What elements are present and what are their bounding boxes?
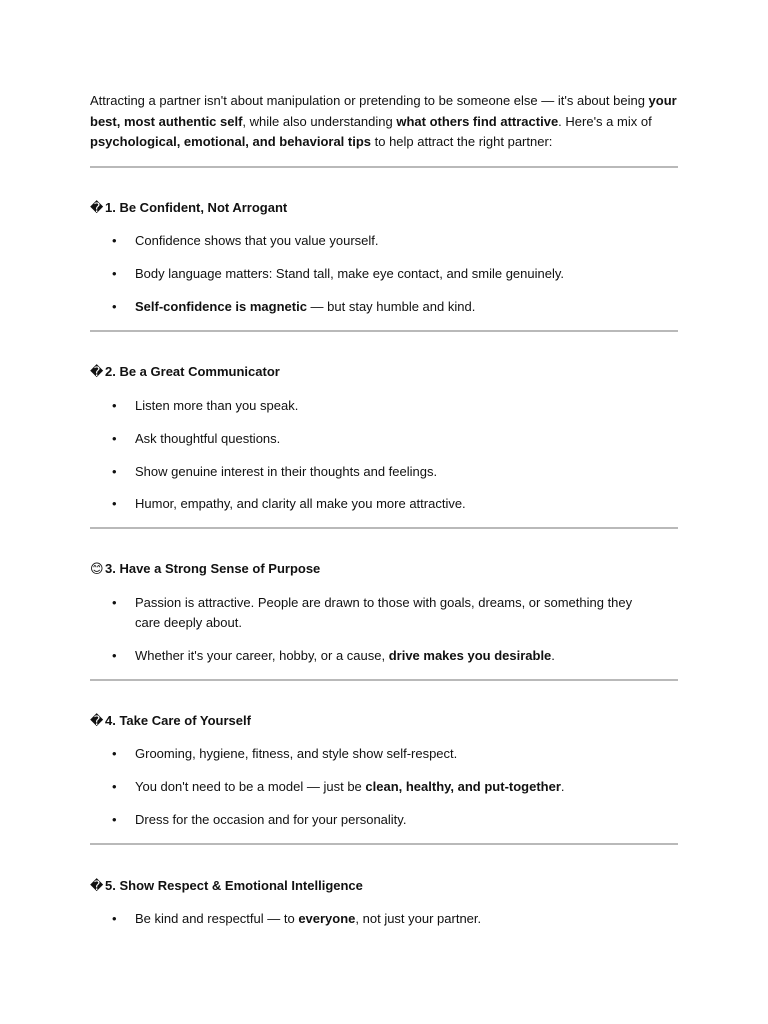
list-item-text: Grooming, hygiene, fitness, and style show self-respect.: [135, 746, 458, 761]
section-3-title: 3. Have a Strong Sense of Purpose: [105, 561, 321, 576]
section-heading-4: [90, 713, 251, 729]
section-2-emoji-icon: �: [90, 364, 104, 379]
bullet-icon: •: [112, 648, 117, 663]
list-item: [112, 297, 652, 317]
section-divider: [90, 679, 678, 681]
list-item: [112, 744, 652, 764]
list-item: [112, 777, 652, 797]
list-item: [112, 231, 652, 251]
list-item-text: Listen more than you speak.: [135, 398, 299, 413]
list-item-text: .: [551, 648, 555, 663]
bullet-icon: •: [112, 233, 117, 248]
section-4-emoji-icon: �: [90, 713, 104, 728]
bullet-icon: •: [112, 595, 117, 610]
list-item-text: Passion is attractive. People are drawn to those with goals, dreams, or something they care deeply about.: [135, 595, 633, 630]
intro-text-1: Attracting a partner isn't about manipulation or pretending to be someone else — it's about being: [90, 93, 649, 108]
list-item-text: , not just your partner.: [355, 911, 482, 926]
list-item: [112, 646, 652, 666]
bullet-icon: •: [112, 496, 117, 511]
intro-text-2: , while also understanding: [242, 113, 397, 129]
list-item-text: You don't need to be a model — just be: [135, 779, 366, 794]
section-heading-5: [90, 878, 363, 894]
bullet-icon: •: [112, 779, 117, 794]
section-heading-1: [90, 200, 287, 216]
list-item: [112, 810, 652, 830]
section-5-title: 5. Show Respect & Emotional Intelligence: [105, 878, 363, 893]
bullet-icon: •: [112, 266, 117, 281]
section-heading-2: [90, 364, 280, 380]
section-divider: [90, 843, 678, 845]
list-item-bold: Self-confidence is magnetic: [135, 299, 307, 314]
intro-text-3: . Here's a mix of: [558, 113, 652, 129]
intro-bold-2: what others find attractive: [396, 113, 559, 129]
bullet-icon: •: [112, 299, 117, 314]
bullet-icon: •: [112, 911, 117, 926]
list-item-bold: everyone: [298, 911, 356, 926]
section-1-title: 1. Be Confident, Not Arrogant: [105, 200, 288, 215]
list-item-text: Body language matters: Stand tall, make eye contact, and smile genuinely.: [135, 266, 565, 281]
list-item-text: Be kind and respectful — to: [135, 911, 299, 926]
section-divider: [90, 330, 678, 332]
list-item-text: Dress for the occasion and for your personality.: [135, 812, 407, 827]
section-divider: [90, 166, 678, 168]
section-4-title: 4. Take Care of Yourself: [105, 713, 251, 728]
list-item-text: Whether it's your career, hobby, or a cause,: [135, 648, 389, 663]
section-divider: [90, 527, 678, 529]
bullet-icon: •: [112, 746, 117, 761]
intro-bold-3: psychological, emotional, and behavioral tips: [90, 134, 372, 149]
intro-paragraph: [90, 91, 678, 153]
intro-text-4: to help attract the right partner:: [371, 134, 553, 149]
list-item-text: — but stay humble and kind.: [306, 299, 476, 314]
list-item: [112, 909, 652, 929]
list-item: [112, 396, 652, 416]
list-item-bold: clean, healthy, and put-together: [365, 779, 561, 794]
list-item: [112, 429, 652, 449]
section-2-title: 2. Be a Great Communicator: [105, 364, 280, 379]
intro-bold-1: your best, most authentic self: [90, 93, 677, 129]
list-item-bold: drive makes you desirable: [388, 648, 552, 663]
bullet-icon: •: [112, 431, 117, 446]
list-item: [112, 494, 652, 514]
bullet-icon: •: [112, 398, 117, 413]
bullet-icon: •: [112, 812, 117, 827]
list-item-text: Ask thoughtful questions.: [135, 431, 281, 446]
list-item-text: Humor, empathy, and clarity all make you more attractive.: [135, 496, 466, 511]
section-heading-3: [90, 561, 320, 577]
bullet-icon: •: [112, 464, 117, 479]
list-item: [112, 462, 652, 482]
list-item: [112, 593, 652, 632]
list-item: [112, 264, 652, 284]
section-5-emoji-icon: �: [90, 878, 104, 893]
section-1-emoji-icon: �: [90, 200, 104, 215]
list-item-text: .: [560, 779, 565, 794]
section-3-emoji-icon: 😊: [90, 561, 104, 576]
list-item-text: Confidence shows that you value yourself.: [135, 233, 379, 248]
list-item-text: Show genuine interest in their thoughts and feelings.: [135, 464, 438, 479]
